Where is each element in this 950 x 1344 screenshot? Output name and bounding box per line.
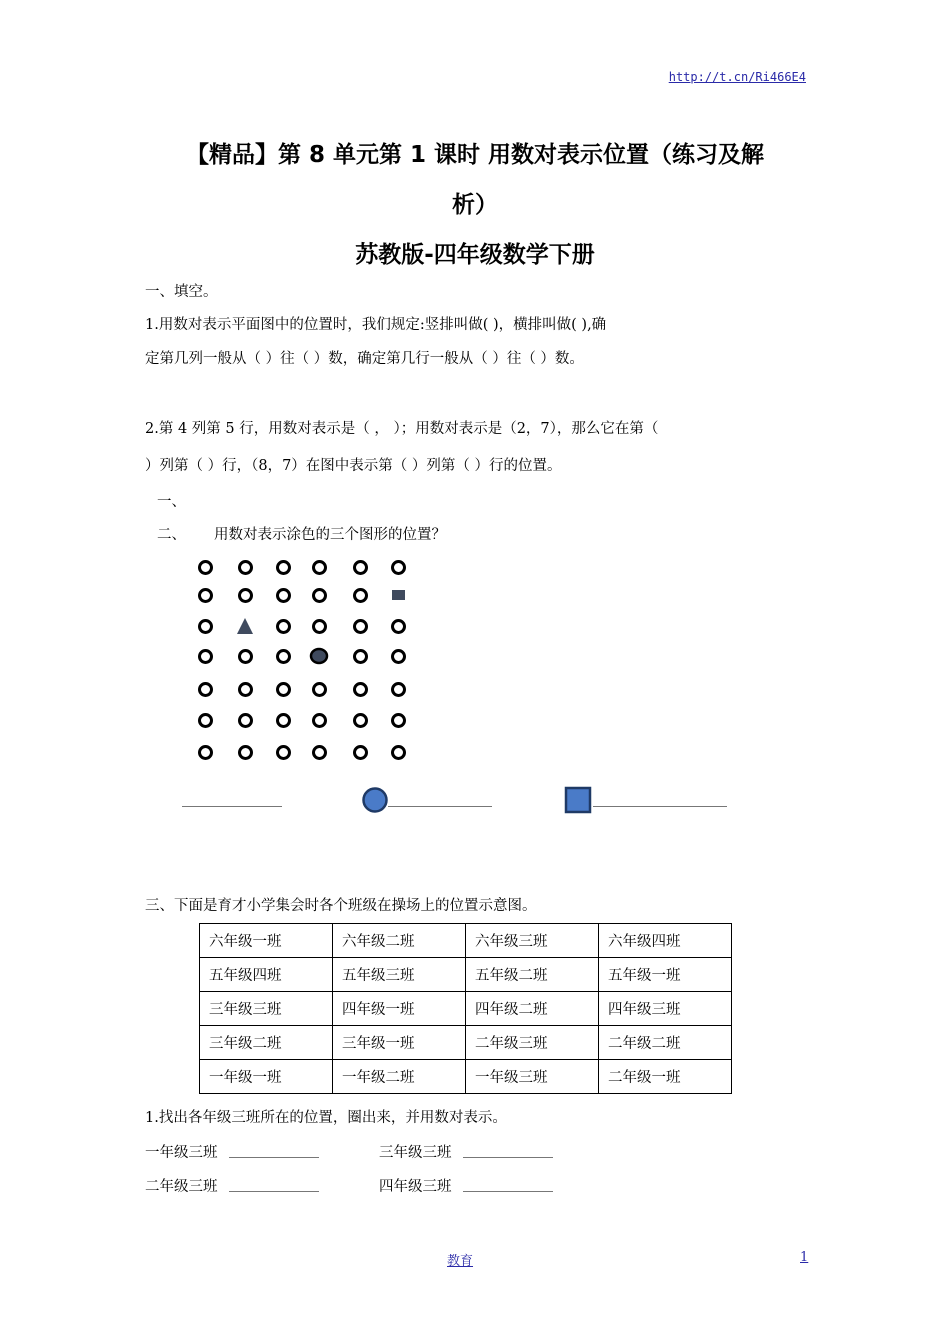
grid-dot [276,619,291,634]
grid-dot [198,560,213,575]
grid-dot [353,745,368,760]
grid-dot [198,713,213,728]
page-title-line1: 【精品】第 8 单元第 1 课时 用数对表示位置（练习及解 [185,142,765,168]
class-position-table [199,923,732,1094]
page-title-line2: 析） [452,192,498,218]
grid-circle-shape [309,646,329,666]
grid-dot [391,682,406,697]
page-number: 1 [800,1250,809,1265]
answer-blank-circle[interactable] [388,806,492,807]
grid-dot [238,682,253,697]
question2-line2: ）列第（ ）行，（8，7）在图中表示第（ ）列第（ ）行的位置。 [145,458,562,474]
table-cell: 二年级三班 [466,1026,599,1060]
grid-dot [391,713,406,728]
grid-dot [238,560,253,575]
grid-dot [276,745,291,760]
table-cell: 一年级一班 [200,1060,333,1094]
square-shape [566,788,590,812]
circle-icon [361,786,389,814]
table-cell: 三年级一班 [333,1026,466,1060]
question1-line2: 定第几列一般从（ ）往（ ）数，确定第几行一般从（ ）往（ ）数。 [145,351,584,367]
section2-number: 二、 [157,527,186,543]
answer-label-grade3: 三年级三班 [379,1145,452,1161]
page-subtitle: 苏教版-四年级数学下册 [355,242,595,268]
grid-dot [391,619,406,634]
grid-dot [198,682,213,697]
table-cell: 六年级一班 [200,924,333,958]
table-cell: 六年级四班 [599,924,732,958]
answer-blank-grade4[interactable] [463,1191,553,1192]
table-cell: 五年级一班 [599,958,732,992]
grid-dot [353,649,368,664]
square-mark [392,590,405,600]
answer-blank-triangle[interactable] [182,806,282,807]
table-cell: 五年级二班 [466,958,599,992]
square-icon [564,786,593,814]
stray-section-marker: 一、 [157,494,186,510]
grid-dot [312,619,327,634]
grid-dot [198,649,213,664]
grid-dot [353,619,368,634]
answer-blank-grade3[interactable] [463,1157,553,1158]
table-cell: 六年级三班 [466,924,599,958]
answer-blank-square[interactable] [593,806,727,807]
grid-square-shape [388,585,408,605]
header-url-link[interactable]: http://t.cn/Ri466E4 [668,70,806,84]
table-row [200,958,732,992]
grid-dot [276,588,291,603]
table-cell: 三年级三班 [200,992,333,1026]
table-cell: 四年级三班 [599,992,732,1026]
grid-dot [198,619,213,634]
section3-heading: 三、下面是育才小学集会时各个班级在操场上的位置示意图。 [145,898,537,914]
grid-dot [238,713,253,728]
grid-dot [238,745,253,760]
question2-line1: 2.第 4 列第 5 行，用数对表示是（ ， ）；用数对表示是（2，7），那么它在第（ [145,421,659,437]
grid-dot [198,745,213,760]
table-row [200,924,732,958]
grid-dot [276,649,291,664]
circle-mark [311,649,327,663]
grid-dot [391,649,406,664]
grid-dot [391,560,406,575]
answer-blank-grade1[interactable] [229,1157,319,1158]
table-cell: 二年级二班 [599,1026,732,1060]
grid-dot [312,713,327,728]
grid-dot [353,682,368,697]
table-cell: 六年级二班 [333,924,466,958]
grid-dot [312,588,327,603]
grid-dot [353,588,368,603]
grid-triangle-shape [235,616,255,636]
question1-line1: 1.用数对表示平面图中的位置时，我们规定:竖排叫做( )，横排叫做( ),确 [145,317,607,333]
triangle-mark [237,618,253,634]
table-row [200,992,732,1026]
table-row [200,1060,732,1094]
table-cell: 四年级一班 [333,992,466,1026]
grid-dot [238,588,253,603]
section1-heading: 一、填空。 [145,284,218,300]
table-cell: 二年级一班 [599,1060,732,1094]
section3-question1: 1.找出各年级三班所在的位置，圈出来，并用数对表示。 [145,1110,507,1126]
grid-dot [353,713,368,728]
section2-heading: 用数对表示涂色的三个图形的位置？ [214,527,446,543]
answer-label-grade1: 一年级三班 [145,1145,218,1161]
grid-dot [353,560,368,575]
footer-center-link[interactable]: 教育 [447,1254,474,1269]
grid-dot [198,588,213,603]
grid-dot [312,560,327,575]
grid-dot [276,682,291,697]
grid-dot [312,682,327,697]
grid-dot [276,560,291,575]
grid-dot [276,713,291,728]
grid-dot [312,745,327,760]
table-cell: 三年级二班 [200,1026,333,1060]
table-cell: 五年级三班 [333,958,466,992]
circle-shape [364,789,387,812]
table-cell: 五年级四班 [200,958,333,992]
answer-label-grade2: 二年级三班 [145,1179,218,1195]
answer-blank-grade2[interactable] [229,1191,319,1192]
table-cell: 一年级二班 [333,1060,466,1094]
table-cell: 四年级二班 [466,992,599,1026]
table-row [200,1026,732,1060]
grid-dot [391,745,406,760]
table-cell: 一年级三班 [466,1060,599,1094]
answer-label-grade4: 四年级三班 [379,1179,452,1195]
grid-dot [238,649,253,664]
